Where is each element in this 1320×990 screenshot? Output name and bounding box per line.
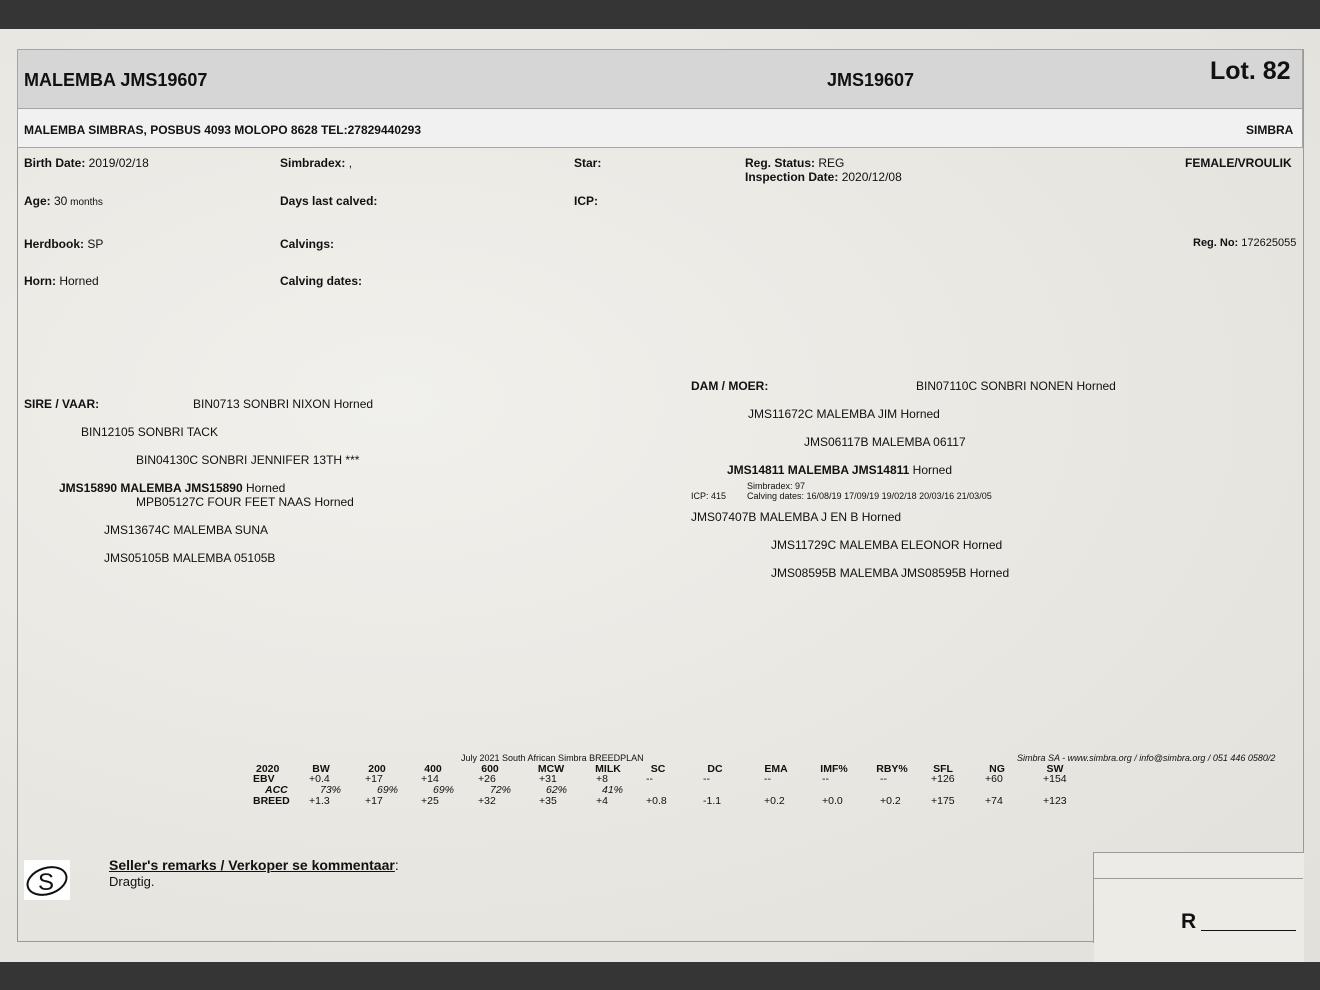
reg-no	[1193, 237, 1296, 249]
age-label: Age:	[24, 194, 51, 208]
ebv-header-ng: NG	[989, 763, 1005, 775]
breedplan-credit: Simbra SA - www.simbra.org / info@simbra.org / 051 446 0580/2	[1017, 753, 1276, 763]
dam-top: BIN07110C SONBRI NONEN Horned	[916, 379, 1116, 393]
remarks-text: Dragtig.	[109, 874, 155, 889]
ebv-value: +26	[478, 773, 496, 785]
ebv-header-sfl: SFL	[933, 763, 953, 775]
ebv-header-sw: SW	[1046, 763, 1064, 775]
bottom-bar	[0, 962, 1320, 990]
ebv-header-sc: SC	[650, 763, 666, 775]
ebv-value: --	[764, 773, 771, 785]
dam-label: DAM / MOER:	[691, 379, 769, 393]
sire-sire: BIN12105 SONBRI TACK	[81, 425, 218, 439]
ebv-header-200: 200	[368, 763, 386, 775]
calvings-label: Calvings:	[280, 237, 335, 251]
dam-icp: ICP: 415	[691, 491, 727, 501]
paternal-granddam-sire: MPB05127C FOUR FEET NAAS Horned	[136, 495, 354, 509]
paternal-granddam	[59, 481, 285, 495]
svg-text:S: S	[38, 869, 55, 896]
acc-value: 69%	[433, 784, 455, 796]
breed-value: +35	[539, 795, 557, 807]
simbradex-value: ,	[345, 156, 353, 170]
age-value: 30	[50, 194, 68, 208]
breed-value: +0.2	[764, 795, 785, 807]
dam-dam-sire: JMS11729C MALEMBA ELEONOR Horned	[771, 538, 1003, 552]
breed-value: -1.1	[703, 795, 722, 807]
breed-value: +175	[931, 795, 955, 807]
ebv-header-ema: EMA	[764, 763, 788, 775]
breed-value: +123	[1043, 795, 1067, 807]
icp-label: ICP:	[574, 194, 598, 208]
dam	[727, 463, 952, 477]
remarks-title: Seller's remarks / Verkoper se kommentaar	[109, 857, 395, 873]
dam-simbradex: Simbradex: 97	[747, 481, 806, 491]
animal-name: MALEMBA JMS19607	[24, 70, 208, 90]
inspection-date-value: 2020/12/08	[838, 170, 902, 184]
calving-dates-label: Calving dates:	[280, 274, 363, 288]
ebv-value: --	[646, 773, 653, 785]
frame-bottom-cover	[1094, 942, 1304, 962]
ebv-header-600: 600	[481, 763, 499, 775]
dam-horn: Horned	[909, 463, 953, 477]
breed-value: +74	[985, 795, 1003, 807]
breed-row-label: BREED	[253, 795, 290, 807]
breed-value: +32	[478, 795, 496, 807]
remarks-heading	[109, 857, 399, 873]
header-bar	[17, 49, 1303, 109]
paternal-granddam-horn: Horned	[242, 481, 286, 495]
dam-id: JMS14811 MALEMBA JMS14811	[727, 463, 910, 477]
simbra-s-logo-icon	[24, 860, 70, 900]
dam-dam-dam: JMS08595B MALEMBA JMS08595B Horned	[771, 566, 1010, 580]
inspection-date	[745, 170, 902, 184]
signature-line	[1201, 930, 1296, 931]
star-label: Star:	[574, 156, 602, 170]
breedplan-caption: July 2021 South African Simbra BREEDPLAN	[461, 753, 644, 763]
ebv-value: --	[703, 773, 710, 785]
ebv-value: +60	[985, 773, 1003, 785]
breeder-line: MALEMBA SIMBRAS, POSBUS 4093 MOLOPO 8628 TEL:27829440293	[24, 123, 422, 137]
dam-calving-dates: Calving dates: 16/08/19 17/09/19 19/02/18 20/03/16 21/03/05	[747, 491, 992, 501]
ebv-header-imfpct: IMF%	[820, 763, 848, 775]
sire-label: SIRE / VAAR:	[24, 397, 100, 411]
birth-date-label: Birth Date:	[24, 156, 86, 170]
signature-box-line	[1093, 878, 1303, 879]
ebv-header-bw: BW	[312, 763, 330, 775]
reg-no-value: 172625055	[1238, 237, 1297, 249]
acc-value: 41%	[602, 784, 624, 796]
ebv-value: +31	[539, 773, 557, 785]
reg-no-label: Reg. No:	[1193, 237, 1239, 249]
ebv-value: +17	[365, 773, 383, 785]
breed-value: +0.0	[822, 795, 843, 807]
dam-sire: JMS11672C MALEMBA JIM Horned	[748, 407, 940, 421]
breed-value: +0.2	[880, 795, 901, 807]
acc-value: 73%	[320, 784, 342, 796]
remarks-colon: :	[394, 857, 399, 873]
ebv-value: --	[880, 773, 887, 785]
acc-value: 72%	[490, 784, 512, 796]
ebv-year: 2020	[256, 763, 280, 775]
sire-dam: BIN04130C SONBRI JENNIFER 13TH ***	[136, 453, 360, 467]
birth-date-value: 2019/02/18	[85, 156, 149, 170]
age-unit: months	[67, 197, 103, 208]
ebv-value: +14	[421, 773, 439, 785]
reg-status-label: Reg. Status:	[745, 156, 816, 170]
horn-label: Horn:	[24, 274, 56, 288]
reg-status-value: REG	[815, 156, 845, 170]
ebv-value: +126	[931, 773, 955, 785]
signature-initial: R	[1181, 910, 1197, 933]
paternal-granddam-dam2: JMS05105B MALEMBA 05105B	[104, 551, 276, 565]
days-last-calved-label: Days last calved:	[280, 194, 378, 208]
paternal-granddam-dam: JMS13674C MALEMBA SUNA	[104, 523, 269, 537]
reg-status	[745, 156, 844, 170]
breed-value: +1.3	[309, 795, 330, 807]
dam-dam: JMS07407B MALEMBA J EN B Horned	[691, 510, 902, 524]
dam-sire2: JMS06117B MALEMBA 06117	[804, 435, 966, 449]
herdbook-label: Herdbook:	[24, 237, 84, 251]
horn	[24, 274, 99, 288]
breed-value: +25	[421, 795, 439, 807]
acc-value: 69%	[377, 784, 399, 796]
inspection-date-label: Inspection Date:	[745, 170, 839, 184]
simbradex	[280, 156, 352, 170]
ebv-value: +8	[596, 773, 608, 785]
acc-value: 62%	[546, 784, 568, 796]
ebv-header-400: 400	[424, 763, 442, 775]
top-bar	[0, 0, 1320, 29]
breed-value: +4	[596, 795, 608, 807]
breed-value: +0.8	[646, 795, 667, 807]
sex: FEMALE/VROULIK	[1185, 156, 1292, 170]
breed-value: +17	[365, 795, 383, 807]
ebv-value: +0.4	[309, 773, 330, 785]
ebv-header-rbypct: RBY%	[876, 763, 908, 775]
sire: BIN0713 SONBRI NIXON Horned	[193, 397, 374, 411]
herdbook	[24, 237, 103, 251]
breed-label: SIMBRA	[1246, 123, 1294, 137]
ebv-header-dc: DC	[707, 763, 723, 775]
ebv-row-label: EBV	[253, 773, 275, 785]
animal-id: JMS19607	[827, 70, 915, 90]
ebv-header-mcw: MCW	[537, 763, 565, 775]
ebv-value: --	[822, 773, 829, 785]
ebv-header-milk: MILK	[595, 763, 621, 775]
herdbook-value: SP	[84, 237, 104, 251]
ebv-value: +154	[1043, 773, 1067, 785]
lot-number: Lot. 82	[1210, 57, 1291, 85]
birth-date	[24, 156, 149, 170]
simbradex-label: Simbradex:	[280, 156, 346, 170]
paternal-granddam-id: JMS15890 MALEMBA JMS15890	[59, 481, 243, 495]
age	[24, 194, 103, 208]
acc-row-label: ACC	[265, 784, 288, 796]
horn-value: Horned	[56, 274, 99, 288]
